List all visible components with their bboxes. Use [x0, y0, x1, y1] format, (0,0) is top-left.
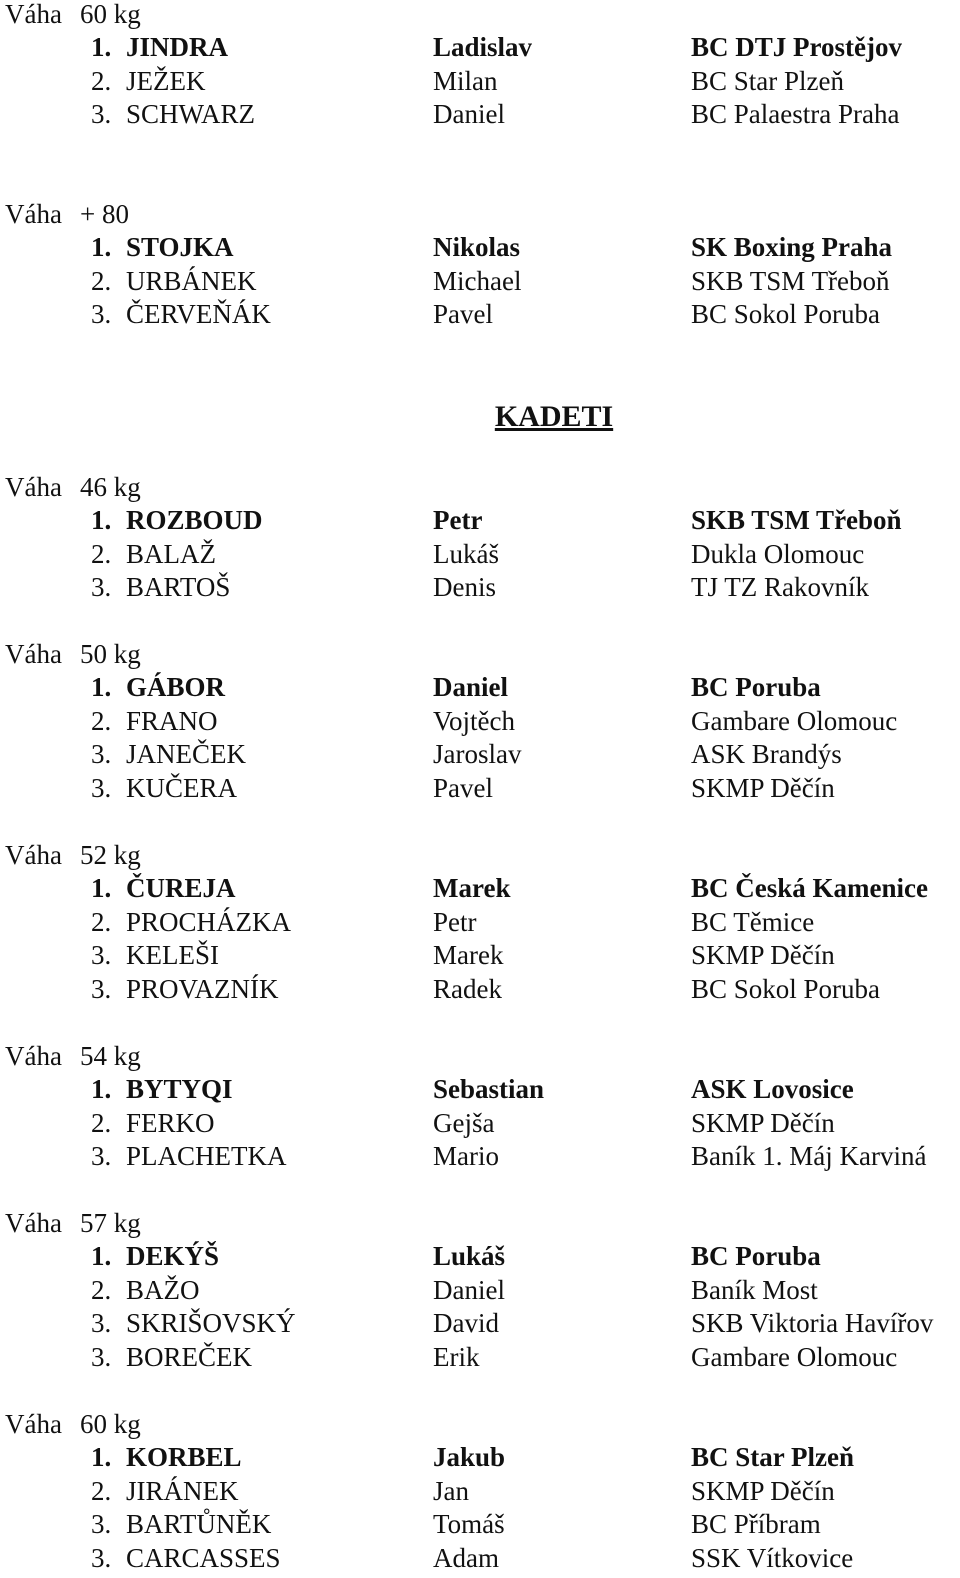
first-name: Daniel	[433, 1274, 505, 1305]
placement: 2.	[91, 906, 112, 937]
placement: 3.	[91, 299, 112, 330]
first-name: Petr	[433, 505, 483, 536]
result-row	[0, 297, 960, 331]
weight-label: Váha	[5, 840, 62, 870]
weight-label: Váha	[5, 199, 62, 229]
placement: 3.	[91, 1341, 112, 1372]
result-row	[0, 1474, 960, 1508]
placement: 1.	[91, 1074, 112, 1105]
club: BC Sokol Poruba	[691, 299, 881, 330]
placement: 1.	[91, 672, 112, 703]
surname: BOREČEK	[126, 1341, 253, 1372]
first-name: Mario	[433, 1141, 499, 1172]
club: BC Poruba	[691, 1241, 821, 1272]
placement: 1.	[91, 32, 112, 63]
placement: 3.	[91, 739, 112, 770]
club: ASK Lovosice	[691, 1074, 854, 1105]
first-name: Marek	[433, 873, 511, 904]
club: SSK Vítkovice	[691, 1542, 854, 1573]
surname: ČUREJA	[126, 873, 236, 904]
section-heading: KADETI	[494, 400, 614, 433]
placement: 3.	[91, 1542, 112, 1573]
first-name: Radek	[433, 973, 502, 1004]
weight-label: Váha	[5, 639, 62, 669]
club: Baník Most	[691, 1274, 818, 1305]
weight-class-line	[0, 0, 960, 31]
weight-value: 50 kg	[80, 639, 141, 669]
first-name: Marek	[433, 940, 504, 971]
result-row	[0, 97, 960, 131]
result-row	[0, 905, 960, 939]
weight-label: Váha	[5, 1409, 62, 1439]
result-row	[0, 1239, 960, 1273]
result-row	[0, 670, 960, 704]
result-row	[0, 230, 960, 264]
first-name: Pavel	[433, 772, 493, 803]
first-name: Jaroslav	[433, 739, 522, 770]
first-name: Daniel	[433, 99, 505, 130]
weight-label: Váha	[5, 472, 62, 502]
first-name: David	[433, 1308, 499, 1339]
first-name: Vojtěch	[433, 705, 515, 736]
result-row	[0, 938, 960, 972]
club: BC Poruba	[691, 672, 821, 703]
placement: 1.	[91, 232, 112, 263]
placement: 3.	[91, 1308, 112, 1339]
result-row	[0, 570, 960, 604]
surname: PROCHÁZKA	[126, 906, 292, 937]
weight-class-line	[0, 197, 960, 231]
club: BC Sokol Poruba	[691, 973, 881, 1004]
result-row	[0, 1306, 960, 1340]
surname: BARTŮNĚK	[126, 1509, 272, 1540]
club: SK Boxing Praha	[691, 232, 893, 263]
result-row	[0, 1541, 960, 1575]
first-name: Jakub	[433, 1442, 506, 1473]
surname: BAŽO	[126, 1274, 200, 1305]
placement: 1.	[91, 505, 112, 536]
first-name: Ladislav	[433, 32, 533, 63]
placement: 3.	[91, 940, 112, 971]
placement: 2.	[91, 1274, 112, 1305]
first-name: Lukáš	[433, 1241, 506, 1272]
first-name: Denis	[433, 572, 496, 603]
result-row	[0, 1273, 960, 1307]
first-name: Lukáš	[433, 538, 499, 569]
surname: ČERVEŇÁK	[126, 299, 271, 330]
weight-value: 60 kg	[80, 0, 141, 29]
surname: KELEŠI	[126, 940, 219, 971]
weight-value: + 80	[80, 199, 129, 229]
weight-class-line	[0, 470, 960, 504]
first-name: Michael	[433, 265, 522, 296]
weight-value: 54 kg	[80, 1041, 141, 1071]
surname: SCHWARZ	[126, 99, 256, 130]
result-row	[0, 1340, 960, 1374]
weight-class-line	[0, 1039, 960, 1073]
weight-label: Váha	[5, 0, 62, 29]
first-name: Jan	[433, 1475, 469, 1506]
placement: 3.	[91, 99, 112, 130]
surname: BARTOŠ	[126, 572, 231, 603]
surname: BYTYQI	[126, 1074, 233, 1105]
placement: 2.	[91, 538, 112, 569]
placement: 3.	[91, 772, 112, 803]
placement: 1.	[91, 873, 112, 904]
surname: URBÁNEK	[126, 265, 257, 296]
result-row	[0, 264, 960, 298]
first-name: Milan	[433, 65, 498, 96]
placement: 3.	[91, 572, 112, 603]
placement: 2.	[91, 1475, 112, 1506]
surname: CARCASSES	[126, 1542, 281, 1573]
club: SKB TSM Třeboň	[691, 505, 902, 536]
surname: ROZBOUD	[126, 505, 263, 536]
first-name: Erik	[433, 1341, 480, 1372]
weight-class-line	[0, 637, 960, 671]
weight-class-line	[0, 838, 960, 872]
surname: PROVAZNÍK	[126, 973, 279, 1004]
first-name: Gejša	[433, 1107, 495, 1138]
surname: KORBEL	[126, 1442, 242, 1473]
result-row	[0, 737, 960, 771]
weight-class-line	[0, 1407, 960, 1441]
placement: 3.	[91, 1509, 112, 1540]
club: BC DTJ Prostějov	[691, 32, 902, 63]
club: Gambare Olomouc	[691, 1341, 898, 1372]
result-row	[0, 30, 960, 64]
club: SKB Viktoria Havířov	[691, 1308, 934, 1339]
placement: 3.	[91, 973, 112, 1004]
first-name: Daniel	[433, 672, 509, 703]
result-row	[0, 537, 960, 571]
club: SKMP Děčín	[691, 1475, 835, 1506]
club: BC Star Plzeň	[691, 65, 844, 96]
surname: JINDRA	[126, 32, 229, 63]
first-name: Sebastian	[433, 1074, 545, 1105]
surname: DEKÝŠ	[126, 1241, 220, 1272]
club: BC Palaestra Praha	[691, 99, 900, 130]
club: BC Česká Kamenice	[691, 873, 928, 904]
surname: FERKO	[126, 1107, 215, 1138]
weight-label: Váha	[5, 1208, 62, 1238]
weight-class-line	[0, 1206, 960, 1240]
placement: 1.	[91, 1442, 112, 1473]
result-row	[0, 1106, 960, 1140]
placement: 2.	[91, 705, 112, 736]
weight-value: 60 kg	[80, 1409, 141, 1439]
result-row	[0, 704, 960, 738]
first-name: Adam	[433, 1542, 499, 1573]
club: SKMP Děčín	[691, 772, 835, 803]
club: SKMP Děčín	[691, 1107, 835, 1138]
club: BC Příbram	[691, 1509, 821, 1540]
club: ASK Brandýs	[691, 739, 842, 770]
surname: SKRIŠOVSKÝ	[126, 1308, 296, 1339]
weight-label: Váha	[5, 1041, 62, 1071]
surname: JEŽEK	[126, 65, 206, 96]
club: BC Těmice	[691, 906, 815, 937]
weight-value: 46 kg	[80, 472, 141, 502]
placement: 1.	[91, 1241, 112, 1272]
placement: 2.	[91, 1107, 112, 1138]
result-row	[0, 871, 960, 905]
first-name: Pavel	[433, 299, 493, 330]
surname: BALAŽ	[126, 538, 216, 569]
result-row	[0, 1139, 960, 1173]
placement: 3.	[91, 1141, 112, 1172]
surname: STOJKA	[126, 232, 234, 263]
surname: KUČERA	[126, 772, 238, 803]
surname: PLACHETKA	[126, 1141, 287, 1172]
result-row	[0, 1507, 960, 1541]
weight-value: 57 kg	[80, 1208, 141, 1238]
surname: JANEČEK	[126, 739, 246, 770]
club: Gambare Olomouc	[691, 705, 898, 736]
result-row	[0, 503, 960, 537]
first-name: Tomáš	[433, 1509, 505, 1540]
result-row	[0, 1440, 960, 1474]
surname: FRANO	[126, 705, 218, 736]
placement: 2.	[91, 265, 112, 296]
surname: GÁBOR	[126, 672, 226, 703]
first-name: Petr	[433, 906, 477, 937]
surname: JIRÁNEK	[126, 1475, 239, 1506]
result-row	[0, 64, 960, 98]
weight-value: 52 kg	[80, 840, 141, 870]
club: SKB TSM Třeboň	[691, 265, 890, 296]
club: TJ TZ Rakovník	[691, 572, 869, 603]
club: Baník 1. Máj Karviná	[691, 1141, 927, 1172]
club: BC Star Plzeň	[691, 1442, 854, 1473]
club: Dukla Olomouc	[691, 538, 865, 569]
result-row	[0, 771, 960, 805]
result-row	[0, 972, 960, 1006]
first-name: Nikolas	[433, 232, 521, 263]
club: SKMP Děčín	[691, 940, 835, 971]
placement: 2.	[91, 65, 112, 96]
result-row	[0, 1072, 960, 1106]
